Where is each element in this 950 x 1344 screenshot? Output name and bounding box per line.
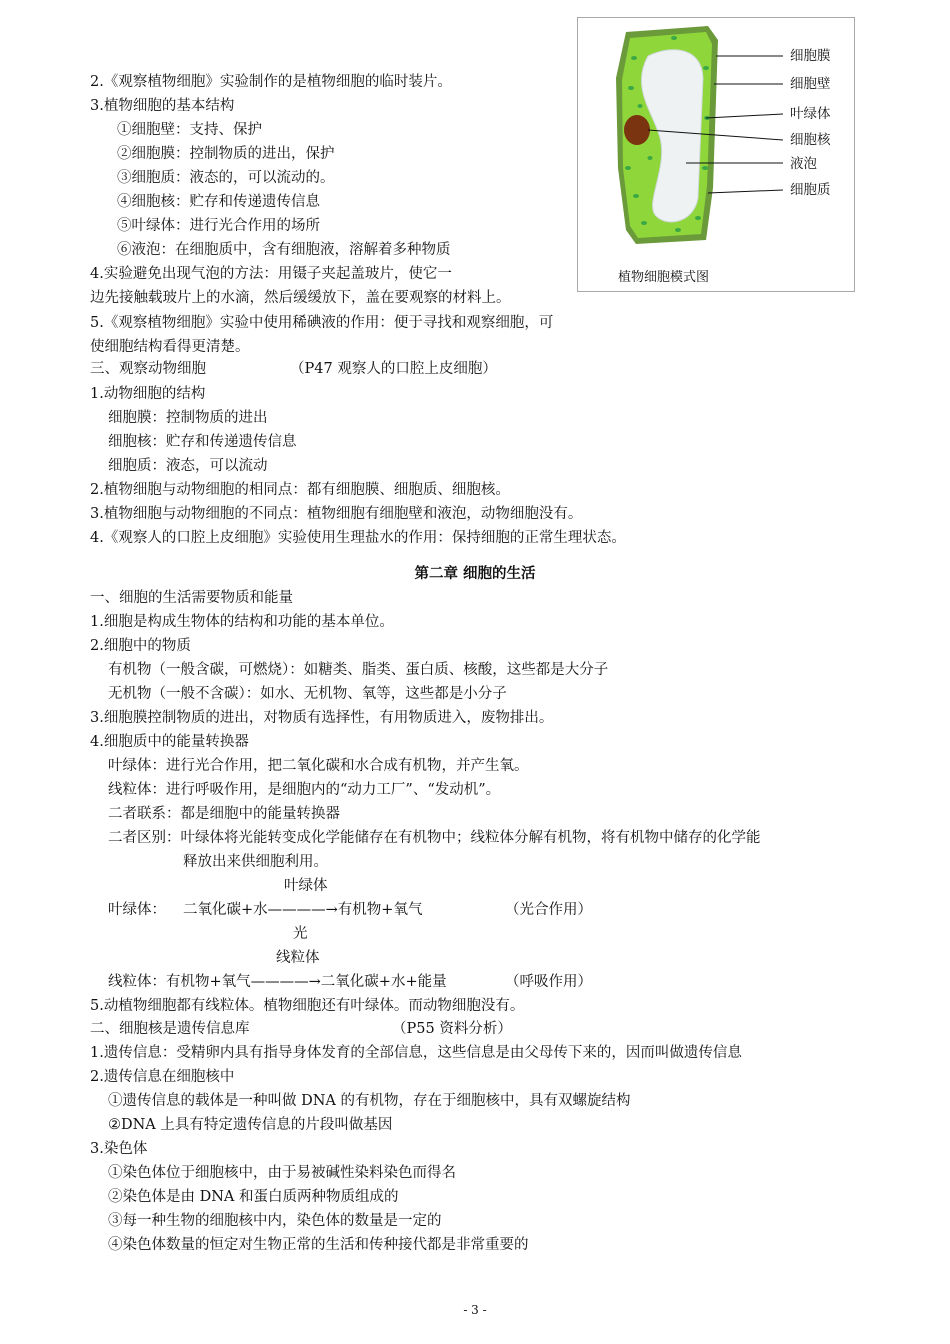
label-nucleus: 细胞核 — [790, 132, 831, 148]
text-line: 3.染色体 — [90, 1141, 148, 1157]
text-line: 4.《观察人的口腔上皮细胞》实验使用生理盐水的作用：保持细胞的正常生理状态。 — [90, 530, 626, 546]
text-line: ③细胞质：液态的，可以流动的。 — [117, 170, 335, 186]
text-line: ⑤叶绿体：进行光合作用的场所 — [117, 218, 320, 234]
text-line: 使细胞结构看得更清楚。 — [90, 339, 250, 355]
photosynthesis-equation: 二氧化碳+水————→有机物+氧气 — [183, 902, 423, 918]
figure-caption: 植物细胞模式图 — [618, 270, 710, 285]
section-heading: 三、观察动物细胞 — [90, 361, 206, 377]
text-line: ⑥液泡：在细胞质中，含有细胞液，溶解着多种物质 — [117, 242, 451, 258]
text-line: ④染色体数量的恒定对生物正常的生活和传种接代都是非常重要的 — [108, 1237, 529, 1253]
text-line: 叶绿体：进行光合作用，把二氧化碳和水合成有机物，并产生氧。 — [108, 758, 529, 774]
text-line: ③每一种生物的细胞核中内，染色体的数量是一定的 — [108, 1213, 442, 1229]
section-reference: （P55 资料分析） — [392, 1021, 512, 1037]
label-wall: 细胞壁 — [790, 76, 831, 92]
text-line: 1.细胞是构成生物体的结构和功能的基本单位。 — [90, 614, 394, 630]
text-line: 线粒体：进行呼吸作用，是细胞内的“动力工厂”、“发动机”。 — [108, 782, 501, 798]
text-line: 1.动物细胞的结构 — [90, 386, 206, 402]
text-line: 有机物（一般含碳，可燃烧）：如糖类、脂类、蛋白质、核酸，这些都是大分子 — [108, 662, 609, 678]
section-heading: 一、细胞的生活需要物质和能量 — [90, 590, 293, 606]
text-line: ①细胞壁：支持、保护 — [117, 122, 262, 138]
equation-note: （呼吸作用） — [505, 974, 592, 990]
text-line: 边先接触载玻片上的水滴，然后缓缓放下，盖在要观察的材料上。 — [90, 290, 511, 306]
section-heading: 二、细胞核是遗传信息库 — [90, 1021, 250, 1037]
text-line: 4.实验避免出现气泡的方法：用镊子夹起盖玻片，使它一 — [90, 266, 452, 282]
text-line: 3.植物细胞与动物细胞的不同点：植物细胞有细胞壁和液泡，动物细胞没有。 — [90, 506, 583, 522]
chapter-title: 第二章 细胞的生活 — [414, 566, 536, 582]
text-line: ②DNA 上具有特定遗传信息的片段叫做基因 — [108, 1117, 393, 1133]
equation-condition-top: 线粒体 — [276, 950, 320, 966]
text-line: ④细胞核：贮存和传递遗传信息 — [117, 194, 320, 210]
page-number: - 3 - — [463, 1303, 487, 1317]
text-line: 3.植物细胞的基本结构 — [90, 98, 235, 114]
text-line: 细胞质：液态，可以流动 — [108, 458, 268, 474]
label-cytoplasm: 细胞质 — [790, 182, 831, 198]
equation-condition-top: 叶绿体 — [284, 878, 328, 894]
text-line: 3.细胞膜控制物质的进出，对物质有选择性，有用物质进入，废物排出。 — [90, 710, 554, 726]
equation-label: 叶绿体： — [108, 902, 166, 918]
text-line: 5.《观察植物细胞》实验中使用稀碘液的作用：便于寻找和观察细胞，可 — [90, 315, 554, 331]
label-vacuole: 液泡 — [790, 156, 817, 172]
respiration-equation: 线粒体：有机物+氧气————→二氧化碳+水+能量 — [108, 974, 447, 990]
text-line: 5.动植物细胞都有线粒体。植物细胞还有叶绿体。而动物细胞没有。 — [90, 998, 525, 1014]
label-chloroplast: 叶绿体 — [790, 106, 831, 122]
text-line: 2.遗传信息在细胞核中 — [90, 1069, 235, 1085]
text-line: ②细胞膜：控制物质的进出，保护 — [117, 146, 335, 162]
equation-note: （光合作用） — [505, 902, 592, 918]
text-line: 2.植物细胞与动物细胞的相同点：都有细胞膜、细胞质、细胞核。 — [90, 482, 510, 498]
text-line: 4.细胞质中的能量转换器 — [90, 734, 249, 750]
plant-cell-figure — [577, 17, 855, 292]
equation-condition-bottom: 光 — [293, 926, 308, 942]
text-line: 2.《观察植物细胞》实验制作的是植物细胞的临时装片。 — [90, 74, 452, 90]
text-line: 2.细胞中的物质 — [90, 638, 191, 654]
text-line: 1.遗传信息：受精卵内具有指导身体发育的全部信息，这些信息是由父母传下来的，因而叫做遗传信息 — [90, 1045, 742, 1061]
section-reference: （P47 观察人的口腔上皮细胞） — [290, 361, 497, 377]
text-line: 细胞膜：控制物质的进出 — [108, 410, 268, 426]
text-line: ①遗传信息的载体是一种叫做 DNA 的有机物，存在于细胞核中，具有双螺旋结构 — [108, 1093, 631, 1109]
label-membrane: 细胞膜 — [790, 48, 831, 64]
text-line: 无机物（一般不含碳）：如水、无机物、氧等，这些都是小分子 — [108, 686, 507, 702]
nucleus — [624, 115, 650, 145]
text-line: 细胞核：贮存和传递遗传信息 — [108, 434, 297, 450]
text-line: 释放出来供细胞利用。 — [183, 854, 328, 870]
text-line: ①染色体位于细胞核中，由于易被碱性染料染色而得名 — [108, 1165, 456, 1181]
text-line: 二者联系：都是细胞中的能量转换器 — [108, 806, 340, 822]
text-line: 二者区别：叶绿体将光能转变成化学能储存在有机物中；线粒体分解有机物，将有机物中储存的化学能 — [108, 830, 761, 846]
text-line: ②染色体是由 DNA 和蛋白质两种物质组成的 — [108, 1189, 399, 1205]
